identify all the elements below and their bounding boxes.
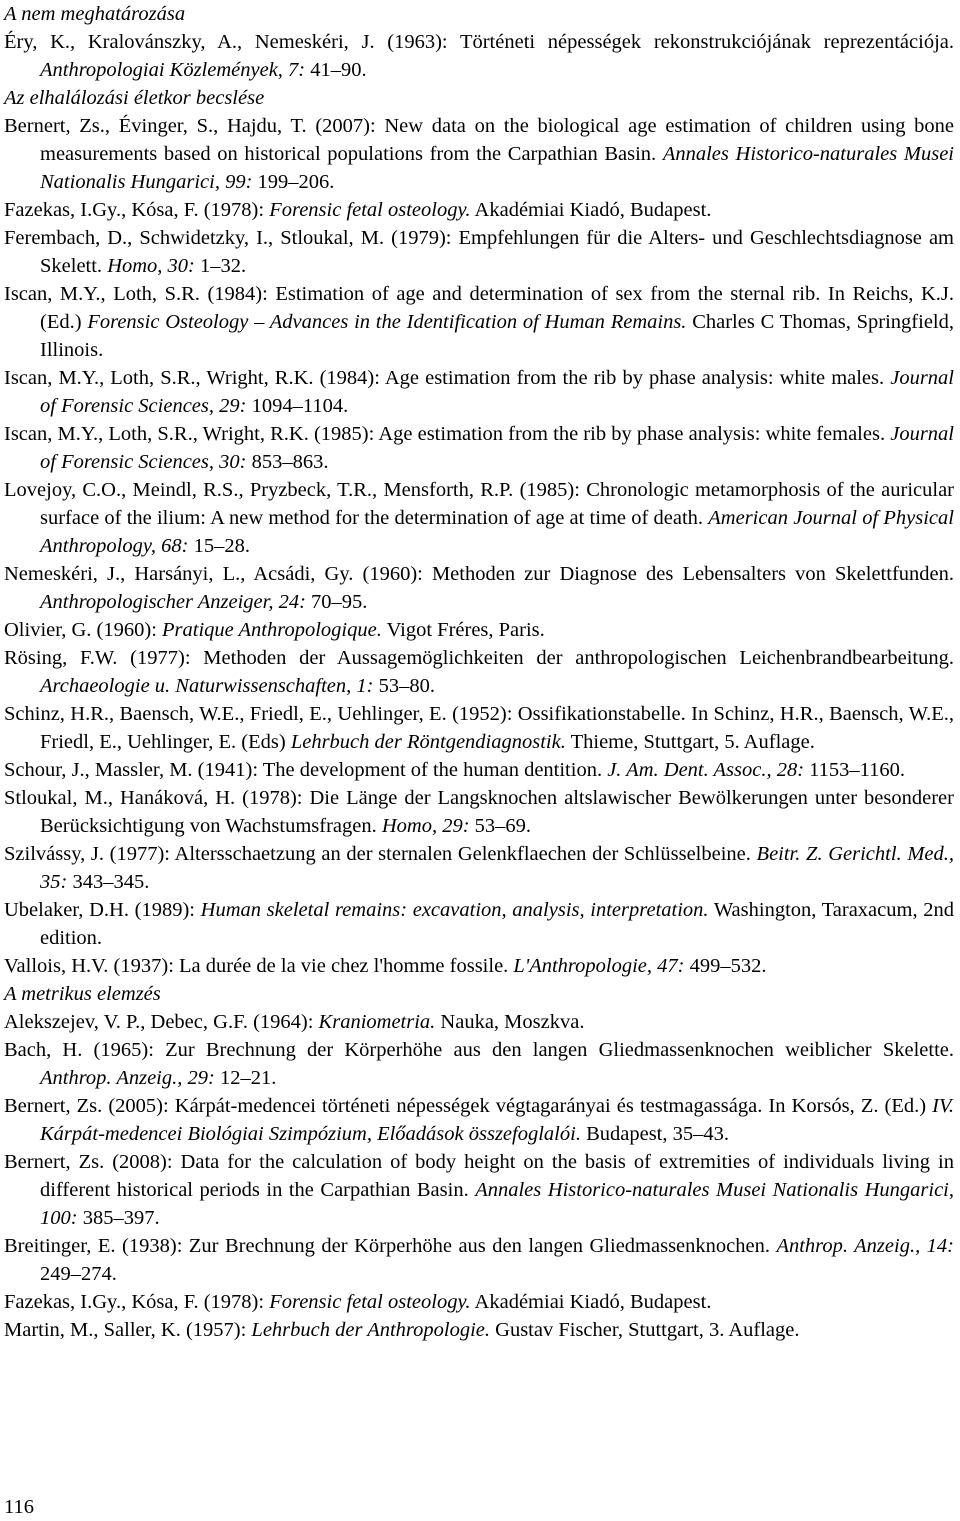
reference-source: Annales Historico-naturales Musei Nationalis Hungarici, 99: [40,143,954,193]
reference-entry [4,896,954,952]
reference-source: Pratique Anthropologique. [162,619,382,641]
reference-text: Schour, J., Massler, M. (1941): The development of the human dentition. [4,759,608,781]
reference-text: Schinz, H.R., Baensch, W.E., Friedl, E., Uehlinger, E. (1952): Ossifikationstabelle. In Schinz, H.R., Baensch, W.E., Friedl, E., Uehlinger, E. (Eds) [4,703,954,753]
section-heading: Az elhalálozási életkor becslése [4,87,265,109]
reference-text: Iscan, M.Y., Loth, S.R., Wright, R.K. (1984): Age estimation from the rib by phase analysis: white males. [4,367,891,389]
reference-pages: 15–28. [188,535,250,557]
reference-text: Alekszejev, V. P., Debec, G.F. (1964): [4,1011,319,1033]
reference-text: Éry, K., Kralovánszky, A., Nemeskéri, J. (1963): Történeti népességek rekonstrukciójának reprezentációja. [4,31,954,53]
reference-entry [4,196,954,224]
reference-text: Stloukal, M., Hanáková, H. (1978): Die Länge der Langsknochen altslawischer Bewölkerungen unter besonderer Berücksichtigung von Wachstumsfragen. [4,787,954,837]
reference-source: IV. Kárpát-medencei Biológiai Szimpózium, Előadások összefoglalói. [40,1095,954,1145]
reference-entry [4,952,954,980]
reference-source: Forensic fetal osteology. [269,199,471,221]
reference-source: L'Anthropologie, 47: [513,955,685,977]
reference-pages: 1153–1160. [804,759,905,781]
reference-entry [4,28,954,84]
reference-source: Journal of Forensic Sciences, 30: [40,423,954,473]
reference-text: Bernert, Zs. (2008): Data for the calculation of body height on the basis of extremities of individuals living in different historical periods in the Carpathian Basin. [4,1151,954,1201]
reference-source: Anthropologischer Anzeiger, 24: [40,591,306,613]
reference-pages: 41–90. [305,59,367,81]
reference-text: Rösing, F.W. (1977): Methoden der Aussagemöglichkeiten der anthropologischen Leichenbrandbearbeitung. [4,647,954,669]
reference-source: Anthropologiai Közlemények, 7: [40,59,306,81]
reference-pages: Akadémiai Kiadó, Budapest. [470,199,712,221]
reference-entry [4,840,954,896]
reference-pages: 199–206. [252,171,335,193]
reference-text: Ubelaker, D.H. (1989): [4,899,201,921]
reference-text: Olivier, G. (1960): [4,619,163,641]
reference-entry [4,476,954,560]
reference-entry [4,700,954,756]
reference-source: Forensic fetal osteology. [269,1291,471,1313]
reference-text: Bach, H. (1965): Zur Brechnung der Körperhöhe aus den langen Gliedmassenknochen weiblicher Skelette. [4,1039,954,1061]
reference-text: Iscan, M.Y., Loth, S.R. (1984): Estimation of age and determination of sex from the sternal rib. In Reichs, K.J. (Ed.) [4,283,954,333]
section-heading: A nem meghatározása [4,3,186,25]
reference-pages: Akadémiai Kiadó, Budapest. [470,1291,712,1313]
reference-text: Fazekas, I.Gy., Kósa, F. (1978): [4,199,270,221]
reference-source: Archaeologie u. Naturwissenschaften, 1: [40,675,374,697]
reference-pages: 499–532. [684,955,767,977]
page-number: 116 [4,1496,34,1518]
reference-pages: Gustav Fischer, Stuttgart, 3. Auflage. [490,1319,800,1341]
reference-entry [4,784,954,840]
reference-entry [4,1036,954,1092]
reference-pages: 1–32. [194,255,247,277]
reference-entry [4,420,954,476]
section-heading: A metrikus elemzés [4,983,161,1005]
reference-entry [4,364,954,420]
reference-source: Human skeletal remains: excavation, analysis, interpretation. [200,899,709,921]
reference-pages: 70–95. [305,591,368,613]
reference-source: Anthrop. Anzeig., 14: [776,1235,955,1257]
reference-pages: 1094–1104. [246,395,349,417]
reference-pages: 53–69. [469,815,532,837]
reference-entry [4,560,954,616]
reference-source: Journal of Forensic Sciences, 29: [40,367,954,417]
reference-pages: Charles C Thomas, Springfield, Illinois. [40,311,954,361]
reference-text: Breitinger, E. (1938): Zur Brechnung der Körperhöhe aus den langen Gliedmassenknochen. [4,1235,777,1257]
reference-pages: 249–274. [40,1263,117,1285]
reference-source: Annales Historico-naturales Musei Nationalis Hungarici, 100: [40,1179,954,1229]
reference-entry [4,616,954,644]
reference-pages: Nauka, Moszkva. [435,1011,585,1033]
reference-entry [4,224,954,280]
reference-pages: 343–345. [67,871,150,893]
reference-source: Homo, 29: [381,815,470,837]
reference-entry [4,756,954,784]
reference-entry [4,112,954,196]
reference-text: Bernert, Zs., Évinger, S., Hajdu, T. (2007): New data on the biological age estimation of children using bone measurements based on historical populations from the Carpathian Basin. [4,115,954,165]
reference-source: Homo, 30: [107,255,195,277]
reference-entry [4,1008,954,1036]
reference-source: American Journal of Physical Anthropology, 68: [40,507,954,557]
reference-pages: Budapest, 35–43. [580,1123,729,1145]
reference-source: Beitr. Z. Gerichtl. Med., 35: [40,843,954,893]
reference-pages: Thieme, Stuttgart, 5. Auflage. [565,731,815,753]
reference-text: Ferembach, D., Schwidetzky, I., Stloukal, M. (1979): Empfehlungen für die Alters- und Geschlechtsdiagnose am Skelett. [4,227,954,277]
reference-source: J. Am. Dent. Assoc., 28: [607,759,805,781]
reference-pages: Vigot Fréres, Paris. [381,619,545,641]
reference-pages: 12–21. [214,1067,277,1089]
reference-text: Iscan, M.Y., Loth, S.R., Wright, R.K. (1985): Age estimation from the rib by phase analysis: white females. [4,423,891,445]
reference-pages: 853–863. [246,451,329,473]
reference-source: Lehrbuch der Anthropologie. [251,1319,491,1341]
reference-entry [4,280,954,364]
reference-entry [4,1316,954,1344]
reference-text: Szilvássy, J. (1977): Altersschaetzung an der sternalen Gelenkflaechen der Schlüsselbeine. [4,843,757,865]
reference-entry [4,1288,954,1316]
reference-pages: 53–80. [373,675,435,697]
reference-source: Forensic Osteology – Advances in the Identification of Human Remains. [87,311,687,333]
reference-entry [4,1092,954,1148]
reference-text: Bernert, Zs. (2005): Kárpát-medencei történeti népességek végtagarányai és testmagassága. In Korsós, Z. (Ed.) [4,1095,933,1117]
reference-source: Lehrbuch der Röntgendiagnostik. [290,731,566,753]
reference-entry [4,1232,954,1288]
reference-source: Kraniometria. [318,1011,436,1033]
reference-text: Fazekas, I.Gy., Kósa, F. (1978): [4,1291,270,1313]
reference-text: Nemeskéri, J., Harsányi, L., Acsádi, Gy. (1960): Methoden zur Diagnose des Lebensalters von Skelettfunden. [4,563,954,585]
reference-source: Anthrop. Anzeig., 29: [40,1067,215,1089]
reference-entry [4,1148,954,1232]
reference-entry [4,644,954,700]
reference-text: Martin, M., Saller, K. (1957): [4,1319,252,1341]
reference-text: Lovejoy, C.O., Meindl, R.S., Pryzbeck, T.R., Mensforth, R.P. (1985): Chronologic metamorphosis of the auricular surface of the ilium: A new method for the determination of age at time of death. [4,479,954,529]
reference-text: Vallois, H.V. (1937): La durée de la vie chez l'homme fossile. [4,955,514,977]
reference-pages: 385–397. [77,1207,160,1229]
reference-pages: Washington, Taraxacum, 2nd edition. [40,899,954,949]
